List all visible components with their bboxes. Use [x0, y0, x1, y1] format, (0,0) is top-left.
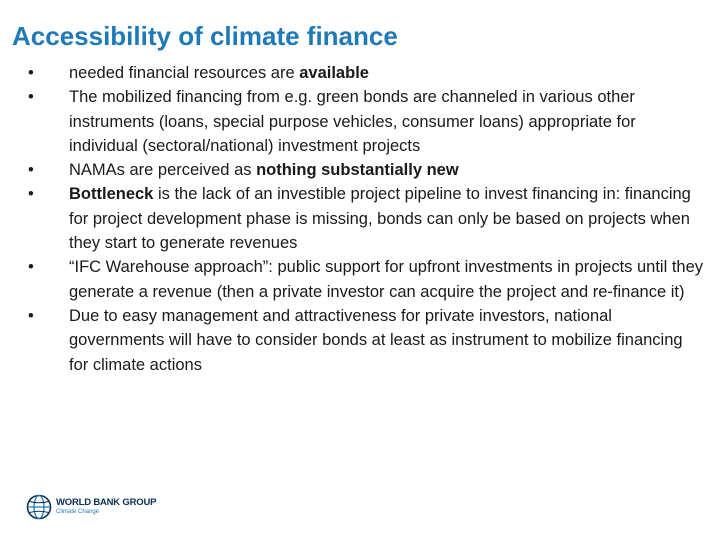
bullet-text: is the lack of an investible project pipeline to invest financing in: financing for project development phase is missing, bonds can only be based on projects when they start to generate revenues: [69, 185, 691, 253]
bullet-marker: •: [28, 185, 34, 204]
bullet-item: [24, 304, 704, 377]
bullet-marker: •: [28, 88, 34, 107]
bullet-text: needed financial resources are: [69, 64, 300, 82]
bullet-item: [24, 255, 704, 304]
bullet-text: Due to easy management and attractiveness for private investors, national governments will have to consider bonds at least as instrument to mobilize financing for climate actions: [69, 306, 683, 374]
bullet-item: [24, 158, 704, 182]
world-bank-group-logo: [26, 494, 196, 522]
bullet-text: NAMAs are perceived as: [69, 161, 257, 180]
bullet-emphasis: nothing substantially new: [256, 161, 459, 180]
bullet-item: [24, 85, 704, 158]
bullet-item: [24, 182, 704, 255]
bullet-marker: •: [28, 258, 34, 277]
slide-title: Accessibility of climate finance: [12, 21, 398, 51]
bullet-emphasis: Bottleneck: [69, 185, 154, 204]
bullet-marker: •: [28, 64, 34, 82]
globe-icon: [26, 494, 52, 520]
logo-name: WORLD BANK GROUP: [56, 497, 157, 508]
bullet-list: [24, 61, 704, 377]
bullet-emphasis: available: [299, 64, 369, 82]
bullet-item: [24, 61, 704, 85]
bullet-text: “IFC Warehouse approach”: public support for upfront investments in projects until they generate a revenue (then a private investor can acquire the project and re-finance it): [69, 258, 704, 301]
logo-subtitle: Climate Change: [56, 509, 100, 515]
bullet-text: The mobilized financing from e.g. green bonds are channeled in various other instruments (loans, special purpose vehicles, consumer loans) appropriate for individual (sectoral/national) investment projects: [69, 88, 636, 155]
bullet-marker: •: [28, 161, 34, 180]
bullet-marker: •: [28, 306, 34, 325]
